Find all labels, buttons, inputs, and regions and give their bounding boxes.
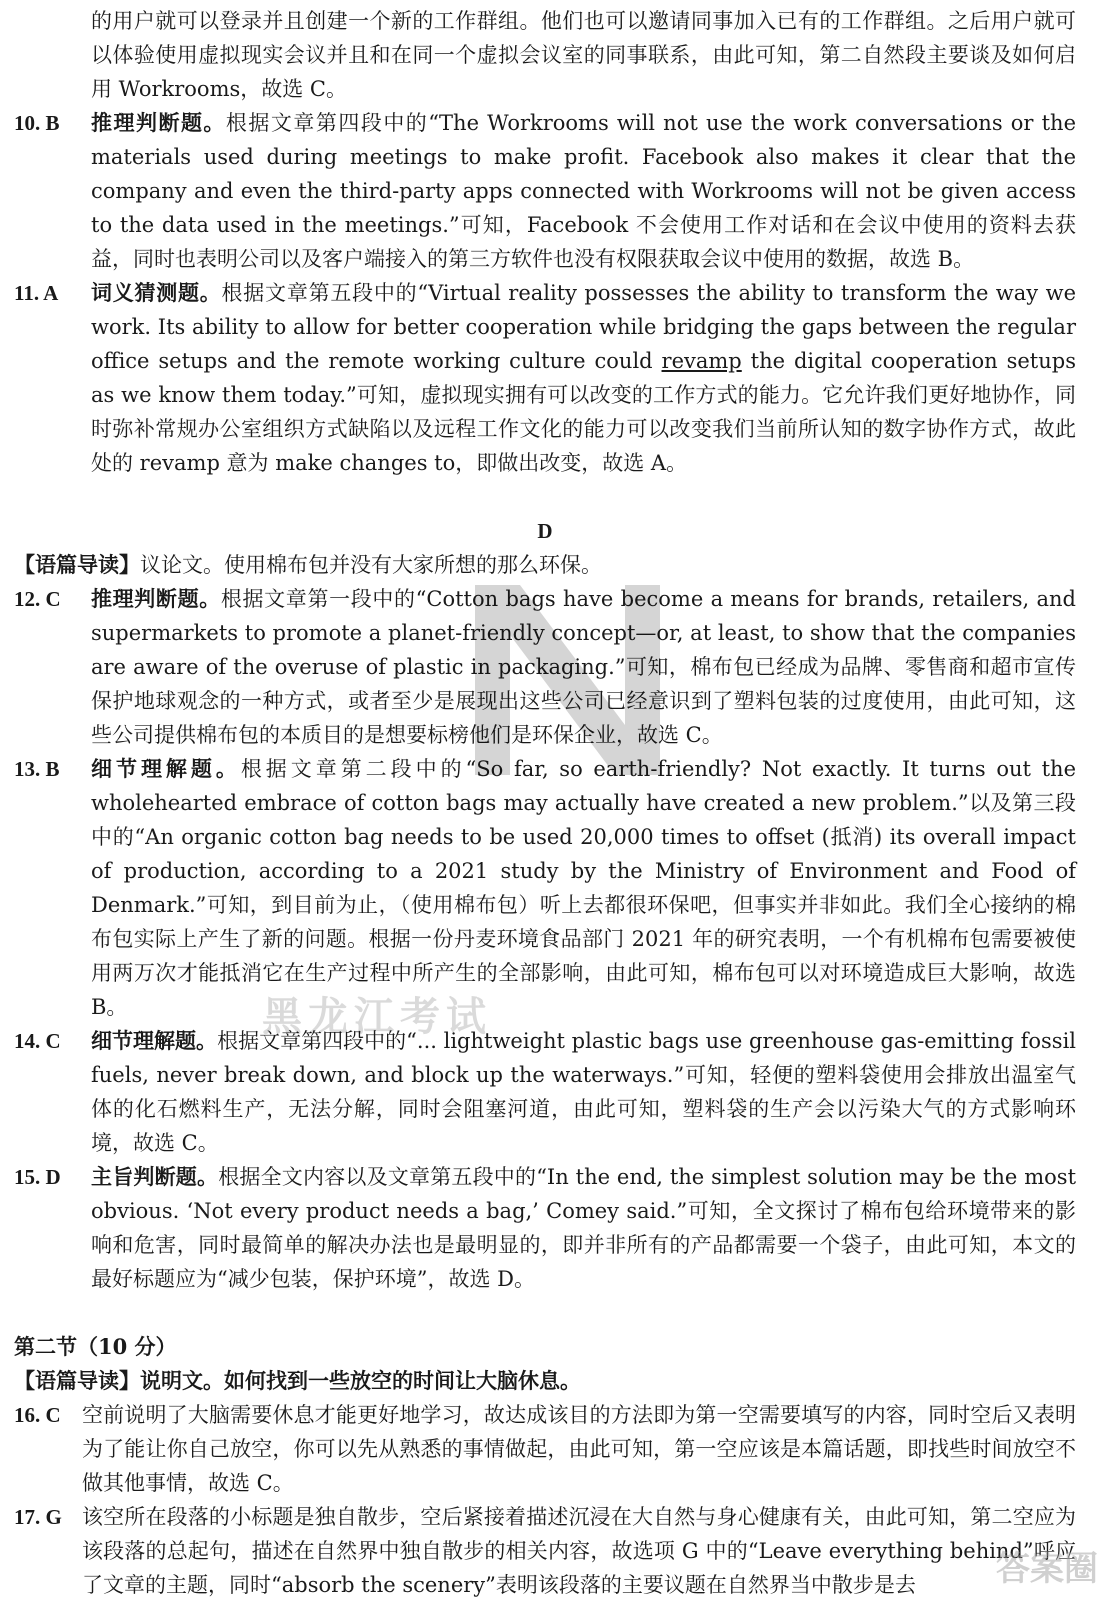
answer-number: 16. C — [14, 1403, 61, 1427]
answer-explanation-cont: the digital cooperation setups as we know them today.”可知，虚拟现实拥有可以改变的工作方式的能力。它允许我们更好地协作，同时弥补常规办公室组织方式缺陷以及远程工作文化的能力可以改变我们当前所认知的数字协作方式，故此处的 revamp 意为 make changes to，即做出改变，故选 A。 — [91, 349, 1076, 475]
section-2-heading: 第二节（10 分） — [14, 1334, 177, 1359]
answer-number: 11. A — [14, 281, 59, 305]
question-type: 词义猜测题。 — [91, 280, 222, 305]
guide-label: 【语篇导读】 — [14, 552, 140, 577]
answer-explanation: 根据文章第四段中的“The Workrooms will not use the work conversations or the materials used during meetings to make profit. Facebook also makes it clear that the company and even the third-party apps connected with Workrooms will not be given access to the data used in the meetings.”可知，Facebook 不会使用工作对话和在会议中使用的资料去获益，同时也表明公司以及客户端接入的第三方软件也没有权限获取会议中使用的数据，故选 B。 — [91, 111, 1076, 271]
answer-item-17 — [14, 1500, 1076, 1602]
question-type: 细节理解题。 — [91, 1028, 218, 1053]
underlined-word: revamp — [661, 349, 742, 373]
watermark-text: 黑龙江考试 — [262, 993, 492, 1040]
section-heading-d: D — [537, 519, 553, 543]
passage-guide-2 — [14, 1364, 1076, 1398]
answer-item-14 — [14, 1024, 1076, 1160]
answer-number: 12. C — [14, 587, 61, 611]
guide-text: 议论文。使用棉布包并没有大家所想的那么环保。 — [140, 553, 602, 577]
question-type: 推理判断题。 — [91, 110, 226, 135]
answer-item-12 — [14, 582, 1076, 752]
question-type: 细节理解题。 — [91, 756, 241, 781]
answer-item-16 — [14, 1398, 1076, 1500]
answer-explanation: 根据文章第二段中的“So far, so earth-friendly? Not exactly. It turns out the wholehearted embrace of cotton bags may actually have created a new problem.”以及第三段中的“An organic cotton bag needs to be used 20,000 times to offset (抵消) its overall impact of production, according to a 2021 study by the Ministry of Environment and Food of Denmark.”可知，到目前为止，（使用棉布包）听上去都很环保吧，但事实并非如此。我们全心接纳的棉布包实际上产生了新的问题。根据一份丹麦环境食品部门 2021 年的研究表明，一个有机棉布包需要被使用两万次才能抵消它在生产过程中所产生的全部影响，由此可知，棉布包可以对环境造成巨大影响，故选 B。 — [91, 757, 1076, 1019]
answer-explanation: 根据文章第五段中的“Virtual reality possesses the ability to transform the way we work. Its ability to allow for better cooperation while bridging the gaps between the regular office setups and the remote working culture could — [91, 281, 1076, 373]
answer-number: 10. B — [14, 111, 60, 135]
answer-explanation: 根据文章第一段中的“Cotton bags have become a means for brands, retailers, and supermarkets to promote a planet-friendly concept—or, at least, to show that the companies are aware of the overuse of plastic in packaging.”可知，棉布包已经成为品牌、零售商和超市宣传保护地球观念的一种方式，或者至少是展现出这些公司已经意识到了塑料包装的过度使用，由此可知，这些公司提供棉布包的本质目的是想要标榜他们是环保企业，故选 C。 — [91, 587, 1077, 747]
guide-text: 说明文。如何找到一些放空的时间让大脑休息。 — [140, 1368, 581, 1393]
answer-item-15 — [14, 1160, 1076, 1296]
answer-explanation: 空前说明了大脑需要休息才能更好地学习，故达成该目的方法即为第一空需要填写的内容，同时空后又表明为了能让你自己放空，你可以先从熟悉的事情做起，由此可知，第一空应该是本篇话题，即找些时间放空不做其他事情，故选 C。 — [82, 1403, 1076, 1495]
answer-item-13 — [14, 752, 1076, 1024]
question-type: 推理判断题。 — [91, 586, 221, 611]
answer-item-10 — [14, 106, 1076, 276]
answer-item-11 — [14, 276, 1076, 480]
guide-label: 【语篇导读】 — [14, 1368, 140, 1393]
question-type: 主旨判断题。 — [91, 1164, 219, 1189]
q9-continuation: 的用户就可以登录并且创建一个新的工作群组。他们也可以邀请同事加入已有的工作群组。之后用户就可以体验使用虚拟现实会议并且和在同一个虚拟会议室的同事联系，由此可知，第二自然段主要谈及如何启用 Workrooms，故选 C。 — [91, 9, 1076, 101]
answer-page — [14, 4, 1076, 1602]
passage-guide-d — [14, 548, 1076, 582]
answer-explanation: 该空所在段落的小标题是独自散步，空后紧接着描述沉浸在大自然与身心健康有关，由此可知，第二空应为该段落的总起句，描述在自然界中独自散步的相关内容，故选项 G 中的“Leave everything behind”呼应了文章的主题，同时“absorb the scenery”表明该段落的主要议题在自然界当中散步是去 — [82, 1505, 1076, 1597]
answer-explanation: 根据文章第四段中的“... lightweight plastic bags use greenhouse gas-emitting fossil fuels, never break down, and block up the waterways.”可知，轻便的塑料袋使用会排放出温室气体的化石燃料生产，无法分解，同时会阻塞河道，由此可知，塑料袋的生产会以污染大气的方式影响环境，故选 C。 — [91, 1029, 1077, 1155]
answer-number: 14. C — [14, 1029, 61, 1053]
answer-number: 17. G — [14, 1505, 62, 1529]
answer-explanation: 根据全文内容以及文章第五段中的“In the end, the simplest solution may be the most obvious. ‘Not every product needs a bag,’ Comey said.”可知，全文探讨了棉布包给环境带来的影响和危害，同时最简单的解决办法也是最明显的，即并非所有的产品都需要一个袋子，由此可知，本文的最好标题应为“减少包装，保护环境”，故选 D。 — [91, 1165, 1077, 1291]
corner-watermark-logo: 答案圈 — [996, 1549, 1098, 1589]
answer-number: 13. B — [14, 757, 60, 781]
answer-number: 15. D — [14, 1165, 61, 1189]
